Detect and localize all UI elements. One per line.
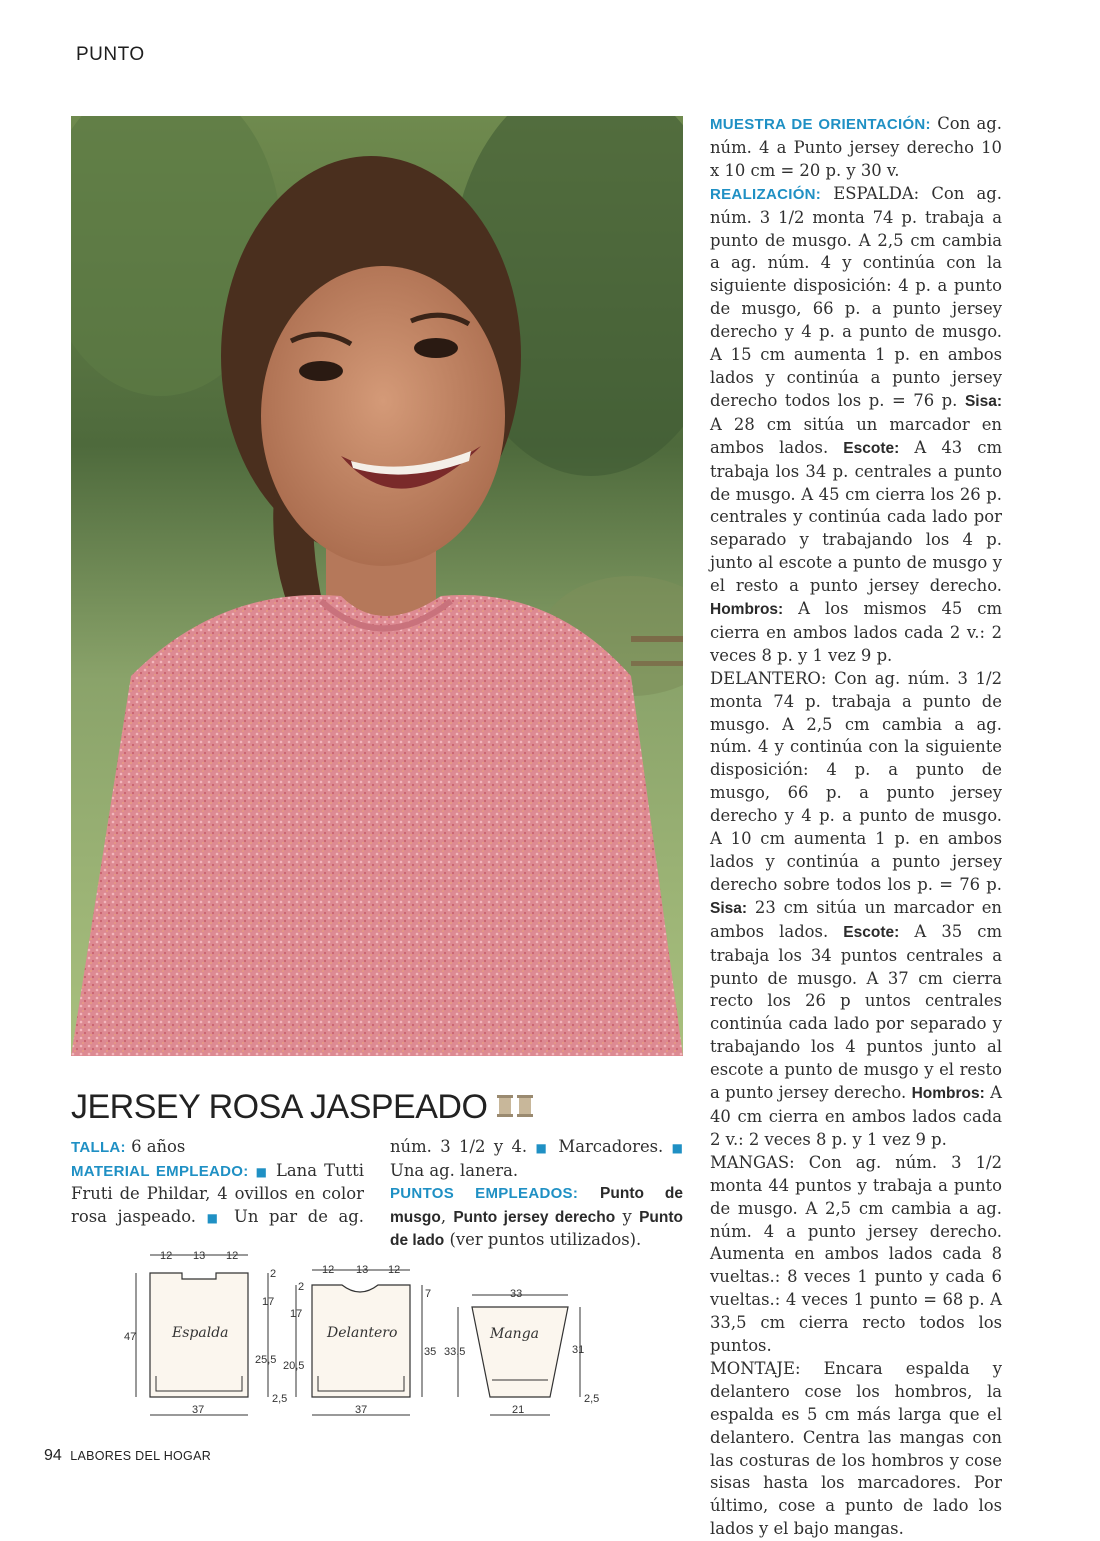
manga-schematic [444, 1288, 599, 1416]
realizacion-label: REALIZACIÓN: [710, 185, 822, 203]
manga-bottom: 21 [512, 1404, 525, 1416]
espalda-text-3: A 43 cm trabaja los 34 p. centrales a punto de musgo. A 45 cm cierra los 26 p. centrales y continúa cada lado por separado y trabajando los 4 p. junto al escote a punto de musgo y el resto a punto jersey derecho. [710, 437, 1003, 596]
bullet-icon: ■ [671, 1141, 683, 1155]
delantero-top-2: 13 [356, 1264, 369, 1276]
instructions-column [710, 113, 1002, 1541]
schematic-diagrams [120, 1245, 620, 1449]
bullet-icon: ■ [255, 1164, 269, 1179]
delantero-bottom: 37 [355, 1404, 368, 1416]
materials-block [71, 1136, 683, 1253]
escote-label: Escote: [843, 439, 900, 457]
page-number: 94 [44, 1447, 62, 1464]
espalda-bottom: 37 [192, 1404, 205, 1416]
material-1: Lana Tutti Fruti de Phildar, 4 ovillos en color rosa jaspeado. [71, 1160, 364, 1226]
manga-left: 33,5 [444, 1346, 466, 1358]
manga-label: Manga [490, 1326, 540, 1342]
mangas-text: MANGAS: Con ag. núm. 3 1/2 monta 44 puntos y trabaja a punto de musgo. A 2,5 cm cambia a ag. núm. 4 a punto jersey derecho. Aumenta en ambos lados cada 8 vueltas.: 8 veces 1 punto y cada 6 vueltas.: 4 veces 1 punto = 68 p. A 33,5 cm cierra recto todos los puntos. [710, 1152, 1002, 1356]
delantero-text-4: A 40 cm cierra en ambos lados cada 2 v.: 2 veces 8 p. y 1 vez 9 p. [710, 1083, 1002, 1149]
delantero-label: Delantero [327, 1325, 398, 1341]
espalda-height: 47 [124, 1331, 137, 1343]
muestra-text: Con ag. núm. 4 a Punto jersey derecho 10 x 10 cm = 20 p. y 30 v. [710, 114, 1002, 180]
bullet-icon: ■ [535, 1141, 551, 1155]
photo-girl-pink-sweater [71, 116, 683, 1056]
puntos-note: (ver puntos utilizados). [449, 1230, 642, 1250]
espalda-right-4: 2,5 [272, 1393, 288, 1405]
manga-top: 33 [510, 1288, 523, 1300]
title-row [71, 1088, 535, 1127]
material-2: Un par de ag. núm. 3 1/2 y 4. [234, 1137, 528, 1226]
material-3: Marcadores. [558, 1137, 664, 1156]
puntos-label: PUNTOS EMPLEADOS: [390, 1185, 579, 1203]
espalda-label: Espalda [172, 1325, 229, 1341]
delantero-left-1: 2 [298, 1281, 305, 1293]
puntos-sep-2: y [622, 1206, 632, 1226]
bullet-icon: ■ [206, 1210, 224, 1225]
delantero-right-1: 7 [425, 1288, 432, 1300]
espalda-text-1: ESPALDA: Con ag. núm. 3 1/2 monta 74 p. trabaja a punto de musgo. A 2,5 cm cambia a ag. núm. 4 y continúa con la siguiente disposición: 4 p. a punto de musgo, 66 p. a punto jersey derecho y 4 p. a punto de musgo. A 15 cm aumenta 1 p. en ambos lados y continúa a punto jersey derecho todos los p. = 76 p. [710, 183, 1002, 410]
espalda-top-2: 13 [193, 1250, 206, 1262]
espalda-right-3: 25,5 [255, 1354, 277, 1366]
delantero-text-2: 23 cm sitúa un marcador en ambos lados. [710, 897, 1002, 941]
hombros-label-delantero: Hombros: [911, 1085, 985, 1103]
manga-right-2: 2,5 [584, 1393, 600, 1405]
puntos-3: Punto de lado [390, 1208, 683, 1250]
espalda-text-2: A 28 cm sitúa un marcador en ambos lados. [710, 414, 1002, 457]
manga-right-1: 31 [572, 1344, 585, 1356]
delantero-text-1: DELANTERO: Con ag. núm. 3 1/2 monta 74 p. trabaja a punto de musgo. A 2,5 cm cambia a ag. núm. 4 y continúa con la siguiente disposición: 4 p. a punto de musgo, 66 p. a punto jersey derecho y 4 p. a punto de musgo. A 10 cm aumenta 1 p. en ambos lados y continúa a punto jersey derecho sobre todos los p. = 76 p. [710, 668, 1002, 894]
escote-label-delantero: Escote: [843, 923, 900, 941]
espalda-top-3: 12 [226, 1250, 239, 1262]
sisa-label: Sisa: [964, 392, 1002, 410]
montaje-text: MONTAJE: Encara espalda y delantero cose los hombros, la espalda es 5 cm más larga que el delantero. Centra las mangas con las costuras de los hombros y cose sisas hasta los marcadores. Por último, cose a punto de lado los lados y el bajo mangas. [710, 1358, 1002, 1539]
delantero-text-3: A 35 cm trabaja los 34 puntos centrales a punto de musgo. A 37 cm cierra recto los 26 p untos centrales continúa cada lado por separado y trabajando los 4 puntos junto al escote a punto de musgo y el resto a punto jersey derecho. [710, 921, 1003, 1103]
puntos-sep-1: , [440, 1206, 447, 1226]
material-label: MATERIAL EMPLEADO: [71, 1162, 249, 1180]
delantero-left-3: 20,5 [283, 1360, 305, 1372]
puntos-2: Punto jersey derecho [453, 1208, 616, 1226]
page-footer [44, 1447, 211, 1465]
sisa-label-delantero: Sisa: [710, 899, 748, 917]
magazine-name: LABORES DEL HOGAR [70, 1449, 212, 1463]
section-header: PUNTO [76, 44, 145, 65]
delantero-left-2: 17 [290, 1308, 303, 1320]
espalda-text-4: A los mismos 45 cm cierra en ambos lados cada 2 v.: 2 veces 8 p. y 1 vez 9 p. [710, 599, 1002, 665]
espalda-schematic [124, 1250, 287, 1416]
hombros-label: Hombros: [710, 601, 784, 619]
spools-icon [495, 1093, 535, 1123]
talla-value: 6 años [131, 1137, 186, 1156]
muestra-label: MUESTRA DE ORIENTACIÓN: [710, 116, 931, 133]
delantero-top-3: 12 [388, 1264, 401, 1276]
delantero-schematic [283, 1264, 436, 1416]
talla-label: TALLA: [71, 1139, 126, 1156]
material-4: Una ag. lanera. [390, 1160, 519, 1180]
espalda-right-2: 17 [262, 1296, 275, 1308]
espalda-top-1: 12 [160, 1250, 173, 1262]
pattern-title: JERSEY ROSA JASPEADO [71, 1088, 488, 1126]
delantero-top-1: 12 [322, 1264, 335, 1276]
puntos-1: Punto de musgo [390, 1185, 683, 1226]
delantero-right-2: 35 [424, 1346, 437, 1358]
espalda-right-1: 2 [270, 1268, 277, 1280]
